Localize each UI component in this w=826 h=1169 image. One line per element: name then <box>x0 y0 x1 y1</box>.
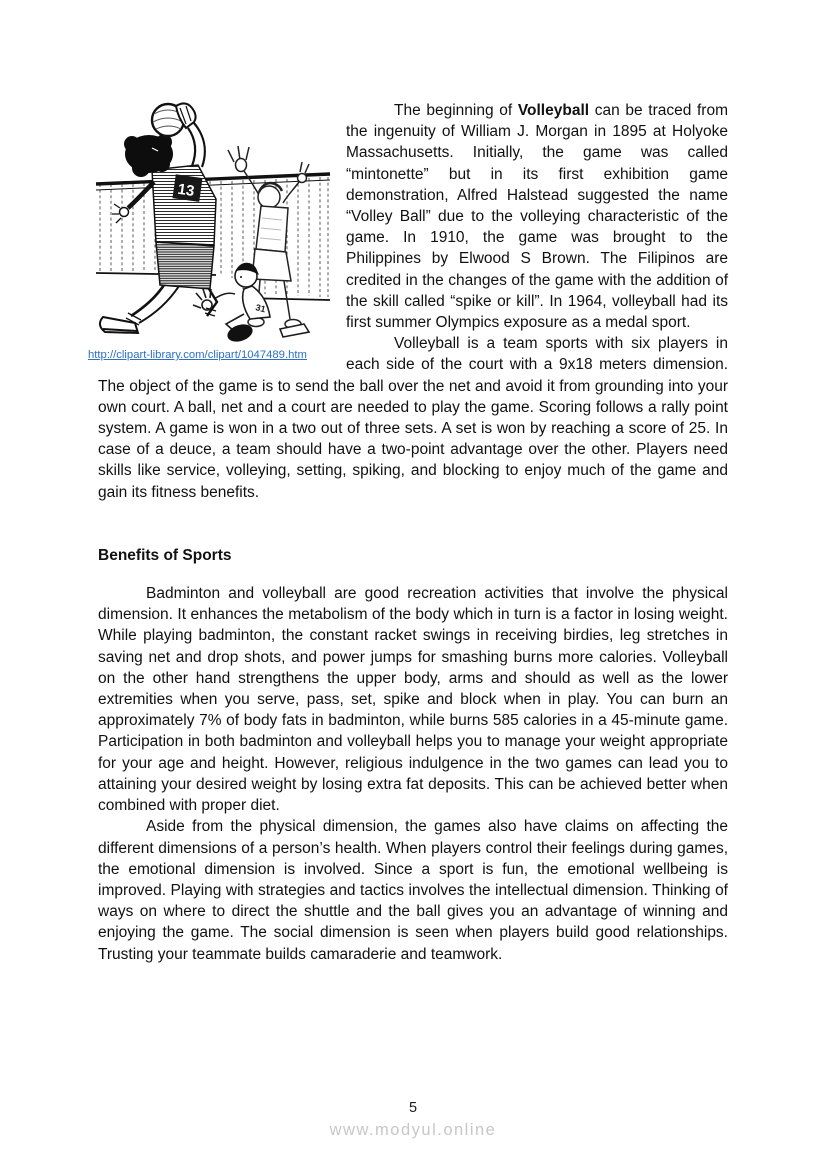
history-bold-word: Volleyball <box>517 102 590 119</box>
clipart-source-link[interactable]: http://clipart-library.com/clipart/1047489.htm <box>88 349 307 361</box>
spiker-player <box>100 103 217 333</box>
watermark: www.modyul.online <box>329 1121 497 1139</box>
paragraph-physical-benefits: Badminton and volleyball are good recreation activities that involve the physical dimension. It enhances the metabolism of the body which in turn is a factor in losing weight. While playing badminton, the constant racket swings in receiving birdies, leg stretches in saving net and drop shots, and power jumps for smashing burns more calories. Volleyball on the other hand strengthens the upper body, arms and should as well as the lower extremities when you serve, pass, set, spike and block when in play. You can burn an approximately 7% of body fats in badminton, while burns 585 calories in a 45-minute game. Participation in both badminton and volleyball helps you to manage your weight appropriate for your age and height. However, religious indulgence in the two games can lead you to attaining your desired weight by losing extra fat deposits. This can be achieved better when combined with proper diet. <box>98 585 728 815</box>
volleyball-clipart <box>94 102 332 346</box>
volleyball-figure <box>88 100 334 362</box>
jersey-number-spiker: 13 <box>176 180 196 200</box>
page-number: 5 <box>408 1100 418 1116</box>
section-heading-benefits: Benefits of Sports <box>98 546 232 564</box>
history-rest-text: can be traced from the ingenuity of William J. Morgan in 1895 at Holyoke Massachusetts. Initially, the game was called “mintonette” but in its first exhibition game demonstration, Alfred Halstead suggested the name “Volley Ball” due to the volleying characteristic of the game. In 1910, the game was brought to the Philippines by Elwood S Brown. The Filipinos are credited in the changes of the game with the addition of the skill called “spike or kill”. In 1964, volleyball had its first summer Olympics exposure as a medal sport. <box>346 102 728 332</box>
history-lead-text: The beginning of <box>394 102 518 119</box>
blocker-player <box>228 146 309 329</box>
paragraph-volleyball-rules: Volleyball is a team sports with six players in each side of the court with a 9x18 meters dimension. The object of the game is to send the ball over the net and avoid it from grounding into your own court. A ball, net and a court are needed to play the game. Scoring follows a rally point system. A game is won in a two out of three sets. A set is won by reaching a score of 25. In case of a deuce, a team should have a two-point advantage over the other. Players need skills like service, volleying, setting, spiking, and blocking to enjoy much of the game and gain its fitness benefits. <box>98 335 728 501</box>
page-content <box>88 100 728 965</box>
jersey-number-crouch: 31 <box>254 302 267 315</box>
paragraph-other-dimensions: Aside from the physical dimension, the games also have claims on affecting the different dimensions of a person’s health. When players control their feelings during games, the emotional dimension is involved. Since a sport is fun, the emotional wellbeing is improved. Playing with strategies and tactics involves the intellectual dimension. Thinking of ways on where to direct the shuttle and the ball gives you an advantage of winning and enjoying the game. The social dimension is seen when players build good relationships. Trusting your teammate builds camaraderie and teamwork. <box>98 818 728 963</box>
